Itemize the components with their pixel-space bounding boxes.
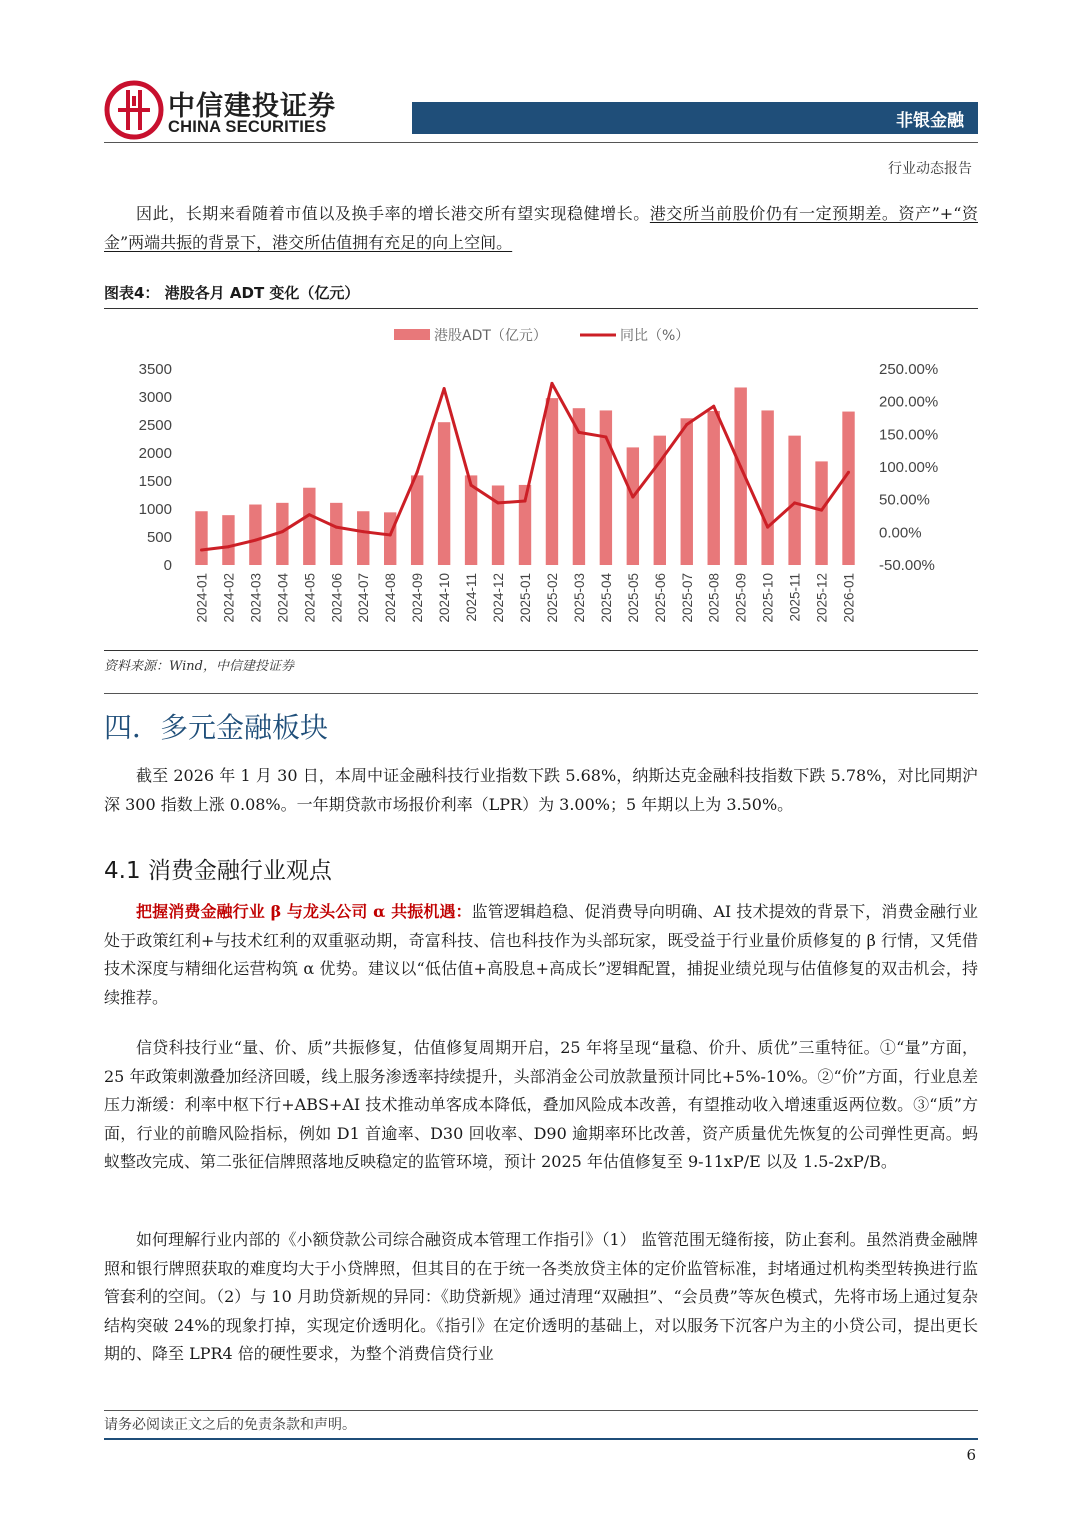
x-tick-label: 2024-05: [302, 573, 318, 623]
section-paragraph: [104, 762, 978, 819]
section-divider: [104, 693, 978, 694]
y-axis-left: [139, 361, 172, 574]
x-axis-labels: [194, 573, 856, 623]
paragraph-2-text: 信贷科技行业“量、价、质”共振修复，估值修复周期开启，25 年将呈现“量稳、价升、质优”三重特征。①“量”方面，25 年政策刺激叠加经济回暖，线上服务渗透率持续提升，头部消金公司放款量预计同比+5%-10%。②“价”方面，行业息差压力渐缓：利率中枢下行+ABS+AI 技术推动单客成本降低，叠加风险成本改善，有望推动收入增速重返两位数。③“质”方面，行业的前瞻风险指标，例如 D1 首逾率、D30 回收率、D90 逾期率环比改善，资产质量优先恢复的公司弹性更高。蚂蚁整改完成、第二张征信牌照落地反映稳定的监管环境，预计 2025 年估值修复至 9-11xP/E 以及 1.5-2xP/B。: [104, 1038, 978, 1171]
bar-2024-08: [384, 512, 396, 565]
x-tick-label: 2024-06: [329, 573, 345, 623]
x-tick-label: 2024-04: [275, 573, 291, 623]
yoy-point-2024-12: [497, 501, 500, 504]
bar-2025-08: [708, 411, 720, 565]
yoy-point-2025-10: [766, 526, 769, 529]
x-tick-label: 2024-09: [410, 573, 426, 623]
legend-bar-label: 港股ADT（亿元）: [434, 328, 547, 344]
bar-2024-06: [330, 503, 342, 565]
legend-line-label: 同比（%）: [620, 328, 690, 344]
y-left-tick-label: 500: [146, 529, 172, 546]
y-right-tick-label: -50.00%: [879, 557, 935, 574]
bar-2025-10: [761, 410, 773, 565]
yoy-point-2024-10: [443, 387, 446, 390]
company-logo: [104, 80, 344, 142]
x-tick-label: 2025-06: [652, 573, 668, 623]
yoy-point-2025-04: [604, 435, 607, 438]
y-right-tick-label: 200.00%: [879, 393, 939, 411]
citic-logo-icon: [104, 80, 164, 140]
y-axis-right: [879, 361, 938, 574]
yoy-point-2025-01: [524, 499, 527, 502]
yoy-point-2024-07: [362, 530, 365, 533]
yoy-point-2025-03: [577, 431, 580, 434]
bar-2025-12: [815, 461, 827, 565]
x-tick-label: 2024-02: [221, 573, 237, 623]
bar-2024-10: [438, 422, 450, 565]
yoy-point-2026-01: [847, 471, 850, 474]
yoy-point-2025-06: [658, 460, 661, 463]
yoy-point-2024-02: [227, 545, 230, 548]
section-tag-bar: [412, 102, 978, 134]
yoy-point-2024-11: [470, 484, 473, 487]
footer-disclaimer: 请务必阅读正文之后的免责条款和声明。: [104, 1417, 356, 1433]
x-tick-label: 2025-02: [544, 573, 560, 623]
section-paragraph-text: 截至 2026 年 1 月 30 日，本周中证金融科技行业指数下跌 5.68%，纳斯达克金融科技指数下跌 5.78%，对比同期沪深 300 指数上涨 0.08%。一年期贷款市场报价利率（LPR）为 3.00%；5 年期以上为 3.50%。: [104, 766, 978, 814]
y-left-tick-label: 2500: [138, 417, 172, 434]
logo-english-name: CHINA SECURITIES: [168, 118, 327, 136]
yoy-point-2024-01: [200, 548, 203, 551]
intro-underlined-text: 港交所当前股价仍有一定预期差。资产”+“资金”两端共振的背景下，港交所估值拥有充足的向上空间。: [104, 204, 978, 252]
header-divider: [104, 142, 978, 143]
x-tick-label: 2025-05: [625, 573, 641, 623]
y-right-tick-label: 150.00%: [879, 426, 939, 444]
x-tick-label: 2024-10: [437, 573, 453, 623]
yoy-point-2025-02: [550, 382, 553, 385]
yoy-point-2025-07: [685, 423, 688, 426]
bar-2024-02: [222, 515, 234, 565]
x-tick-label: 2025-04: [598, 573, 614, 623]
x-tick-label: 2024-11: [464, 573, 480, 622]
x-tick-label: 2025-01: [518, 573, 533, 623]
bar-2026-01: [842, 412, 854, 565]
x-tick-label: 2024-01: [194, 573, 210, 623]
bar-2024-07: [357, 511, 369, 565]
x-tick-label: 2025-10: [760, 573, 776, 623]
y-right-tick-label: 50.00%: [879, 491, 930, 509]
y-left-tick-label: 1000: [138, 501, 172, 518]
bar-2025-04: [600, 410, 612, 565]
y-right-tick-label: 0.00%: [879, 524, 922, 542]
yoy-point-2025-05: [631, 496, 634, 499]
yoy-point-2024-03: [254, 539, 257, 542]
figure-bottom-rule: [104, 650, 978, 651]
paragraph-body: 监管逻辑趋稳、促消费导向明确、AI 技术提效的背景下，消费金融行业处于政策红利+与技术红利的双重驱动期，奇富科技、信也科技作为头部玩家，既受益于行业量价质修复的 β 行情，又凭借技术深度与精细化运营构筑 α 优势。建议以“低估值+高股息+高成长”逻辑配置，捕捉业绩兑现与估值修复的双击机会，持续推荐。: [104, 902, 978, 1007]
x-tick-label: 2024-03: [248, 573, 264, 623]
section-heading: 四．多元金融板块: [104, 711, 329, 744]
bar-2025-11: [788, 436, 800, 565]
y-left-tick-label: 3000: [138, 389, 172, 406]
x-tick-label: 2025-12: [814, 573, 830, 623]
yoy-point-2025-12: [820, 509, 823, 512]
paragraph-lead: 把握消费金融行业 β 与龙头公司 α 共振机遇：: [136, 902, 472, 921]
x-tick-label: 2026-01: [841, 573, 857, 623]
bar-2024-05: [303, 488, 315, 565]
figure-source: 资料来源：Wind，中信建投证券: [104, 659, 294, 674]
x-tick-label: 2025-03: [571, 573, 587, 623]
legend-bar-swatch: [394, 329, 430, 340]
yoy-point-2024-09: [416, 471, 419, 474]
yoy-point-2024-06: [335, 526, 338, 529]
figure-title: 图表4： 港股各月 ADT 变化（亿元）: [104, 284, 360, 302]
paragraph-3-text: 如何理解行业内部的《小额贷款公司综合融资成本管理工作指引》（1） 监管范围无缝衔接，防止套利。虽然消费金融牌照和银行牌照获取的难度均大于小贷牌照，但其目的在于统一各类放贷主体的定价监管标准，封堵通过机构类型转换进行监管套利的空间。（2）与 10 月助贷新规的异同：《助贷新规》通过清理“双融担”、“会员费”等灰色模式，先将市场上通过复杂结构突破 24%的现象打掉，实现定价透明化。《指引》在定价透明的基础上，对以服务下沉客户为主的小贷公司，提出更长期的、降至 LPR4 倍的硬性要求，为整个消费信贷行业: [104, 1230, 978, 1363]
bar-2025-05: [627, 447, 639, 565]
adt-chart: [104, 312, 978, 648]
yoy-point-2024-08: [389, 533, 392, 536]
x-tick-label: 2024-08: [383, 573, 399, 623]
bar-2025-07: [681, 418, 693, 565]
x-tick-label: 2025-08: [706, 573, 722, 623]
yoy-point-2024-04: [281, 530, 284, 533]
intro-plain-text: 因此，长期来看随着市值以及换手率的增长港交所有望实现稳健增长。: [136, 204, 650, 223]
page-number: 6: [966, 1446, 976, 1464]
y-right-tick-label: 250.00%: [879, 361, 939, 378]
bar-series: [195, 387, 854, 565]
yoy-point-2025-09: [739, 466, 742, 469]
figure-top-rule: [104, 308, 978, 309]
footer-top-rule: [104, 1410, 978, 1411]
section-tag: 非银金融: [896, 111, 964, 131]
intro-paragraph: [104, 200, 978, 257]
bar-2024-03: [249, 505, 261, 565]
bar-2025-02: [546, 398, 558, 565]
y-left-tick-label: 2000: [138, 445, 172, 462]
y-left-tick-label: 0: [163, 557, 172, 574]
report-type: 行业动态报告: [888, 161, 972, 177]
x-tick-label: 2024-07: [356, 573, 372, 623]
subsection-paragraph-1: [104, 898, 978, 1012]
x-tick-label: 2025-09: [733, 573, 749, 623]
subsection-paragraph-2: [104, 1034, 978, 1177]
chart-legend: [394, 328, 689, 344]
subsection-heading: 4.1 消费金融行业观点: [104, 858, 332, 884]
x-tick-label: 2025-11: [787, 573, 803, 622]
yoy-point-2025-08: [712, 405, 715, 408]
footer-bottom-rule: [104, 1438, 978, 1440]
bar-2024-01: [195, 511, 207, 565]
subsection-paragraph-3: [104, 1226, 978, 1369]
logo-chinese-name: 中信建投证券: [168, 91, 336, 122]
yoy-point-2025-11: [793, 501, 796, 504]
y-left-tick-label: 1500: [138, 473, 172, 490]
y-right-tick-label: 100.00%: [879, 459, 939, 476]
yoy-point-2024-05: [308, 513, 311, 516]
x-tick-label: 2025-07: [679, 573, 695, 623]
x-tick-label: 2024-12: [491, 573, 507, 623]
bar-2024-12: [492, 485, 504, 565]
bar-2024-09: [411, 475, 423, 565]
y-left-tick-label: 3500: [138, 361, 172, 378]
